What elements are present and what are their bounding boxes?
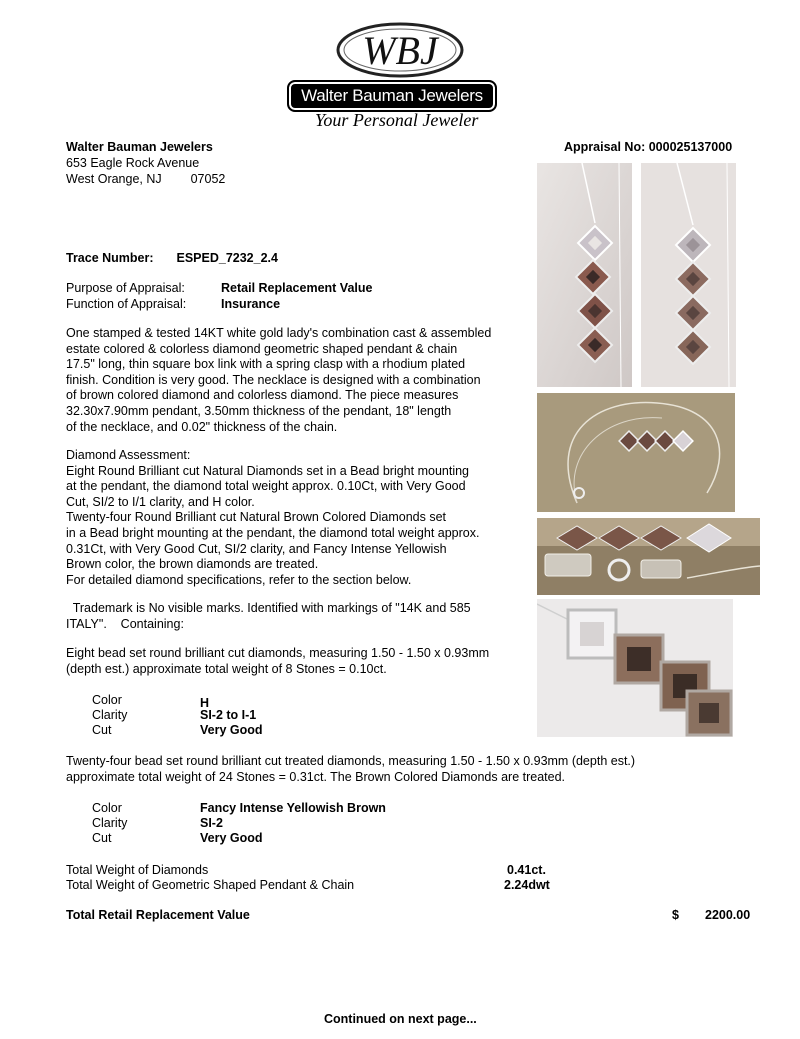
group1-specs xyxy=(92,692,263,737)
business-address: 653 Eagle Rock Avenue xyxy=(66,156,200,170)
total-diamonds-value: 0.41ct. xyxy=(507,863,546,877)
description-line: One stamped & tested 14KT white gold lady's combination cast & assembled xyxy=(66,326,492,340)
pendant-photo-side xyxy=(641,163,736,387)
group1-line: Eight bead set round brilliant cut diamonds, measuring 1.50 - 1.50 x 0.93mm xyxy=(66,646,490,660)
description-line: of brown colored diamond and colorless diamond. The piece measures xyxy=(66,388,459,403)
spec-value: SI-2 to I-1 xyxy=(200,708,257,722)
spec-label: Cut xyxy=(92,831,112,845)
item-description xyxy=(66,326,491,435)
clasp-photo xyxy=(537,518,760,595)
total-pendant-label: Total Weight of Geometric Shaped Pendant & Chain xyxy=(66,878,355,892)
trace-value: ESPED_7232_2.4 xyxy=(176,251,278,265)
description-line: 32.30x7.90mm pendant, 3.50mm thickness of the pendant, 18" length xyxy=(66,403,452,418)
spec-value: SI-2 xyxy=(200,816,223,830)
trace-label: Trace Number: xyxy=(66,251,154,265)
trace-number xyxy=(66,250,278,266)
group2-specs xyxy=(92,800,386,845)
city-state: West Orange, NJ xyxy=(66,172,162,186)
description-line: 17.5" long, thin square box link with a spring clasp with a rhodium plated xyxy=(66,357,466,372)
monogram-logo xyxy=(330,20,470,82)
monogram-text: WBJ xyxy=(362,28,438,73)
business-city-state xyxy=(66,171,225,187)
assessment-line: For detailed diamond specifications, refer to the section below. xyxy=(66,572,412,587)
purpose-value: Retail Replacement Value xyxy=(221,281,373,295)
spec-label: Clarity xyxy=(92,816,128,830)
assessment-line: Cut, SI/2 to I/1 clarity, and H color. xyxy=(66,494,255,509)
trademark-line: ITALY". Containing: xyxy=(66,616,184,631)
pendant-macro-photo xyxy=(537,599,733,737)
function-label: Function of Appraisal: xyxy=(66,297,187,311)
description-line: estate colored & colorless diamond geometric shaped pendant & chain xyxy=(66,341,458,356)
logo-tagline: Your Personal Jeweler xyxy=(315,110,479,130)
necklace-photo xyxy=(537,393,735,512)
purpose-label: Purpose of Appraisal: xyxy=(66,281,185,295)
logo-banner-text: Walter Bauman Jewelers xyxy=(301,86,483,105)
assessment-line: in a Bead bright mounting at the pendant, the diamond total weight approx. xyxy=(66,525,480,540)
assessment-heading: Diamond Assessment: xyxy=(66,448,191,462)
assessment-line: Twenty-four Round Brilliant cut Natural Brown Colored Diamonds set xyxy=(66,510,447,525)
currency-symbol: $ xyxy=(672,908,679,922)
assessment-line: Eight Round Brilliant cut Natural Diamonds set in a Bead bright mounting xyxy=(66,463,469,478)
assessment-line: at the pendant, the diamond total weight approx. 0.10Ct, with Very Good xyxy=(66,479,466,494)
spec-value: Fancy Intense Yellowish Brown xyxy=(200,801,386,815)
assessment-line: Brown color, the brown diamonds are treated. xyxy=(66,557,319,572)
total-pendant-value: 2.24dwt xyxy=(504,878,550,892)
appraisal-number: Appraisal No: 000025137000 xyxy=(564,140,733,154)
spec-label: Clarity xyxy=(92,708,128,722)
spec-value: Very Good xyxy=(200,723,263,737)
description-line: of the necklace, and 0.02" thickness of the chain. xyxy=(66,419,338,434)
function-value: Insurance xyxy=(221,297,281,311)
spec-label: Cut xyxy=(92,723,112,737)
company-logo xyxy=(285,20,510,132)
description-line: finish. Condition is very good. The necklace is designed with a combination xyxy=(66,372,481,387)
diamond-assessment xyxy=(66,448,479,588)
spec-label: Color xyxy=(92,693,122,707)
trademark-line: Trademark is No visible marks. Identified with markings of "14K and 585 xyxy=(66,601,471,615)
assessment-line: 0.31Ct, with Very Good Cut, SI/2 clarity, and Fancy Intense Yellowish xyxy=(66,541,447,556)
total-retail-value: 2200.00 xyxy=(705,908,751,922)
pendant-photo-front xyxy=(537,163,632,387)
logo-banner xyxy=(287,80,497,112)
total-diamonds-label: Total Weight of Diamonds xyxy=(66,863,209,877)
spec-label: Color xyxy=(92,801,122,815)
trademark-note xyxy=(66,601,471,632)
zip-code: 07052 xyxy=(190,172,226,186)
total-retail-label: Total Retail Replacement Value xyxy=(66,908,250,922)
group1-line: (depth est.) approximate total weight of 8 Stones = 0.10ct. xyxy=(66,661,387,676)
spec-value: Very Good xyxy=(200,831,263,845)
group2-line: approximate total weight of 24 Stones = 0.31ct. The Brown Colored Diamonds are treated. xyxy=(66,769,566,784)
business-name: Walter Bauman Jewelers xyxy=(66,140,213,154)
spec-value: H xyxy=(200,696,210,710)
stone-group-2 xyxy=(66,754,635,785)
group2-line: Twenty-four bead set round brilliant cut treated diamonds, measuring 1.50 - 1.50 x 0.93mm (depth est.) xyxy=(66,754,636,768)
stone-group-1 xyxy=(66,646,489,677)
continued-note: Continued on next page... xyxy=(324,1012,477,1026)
